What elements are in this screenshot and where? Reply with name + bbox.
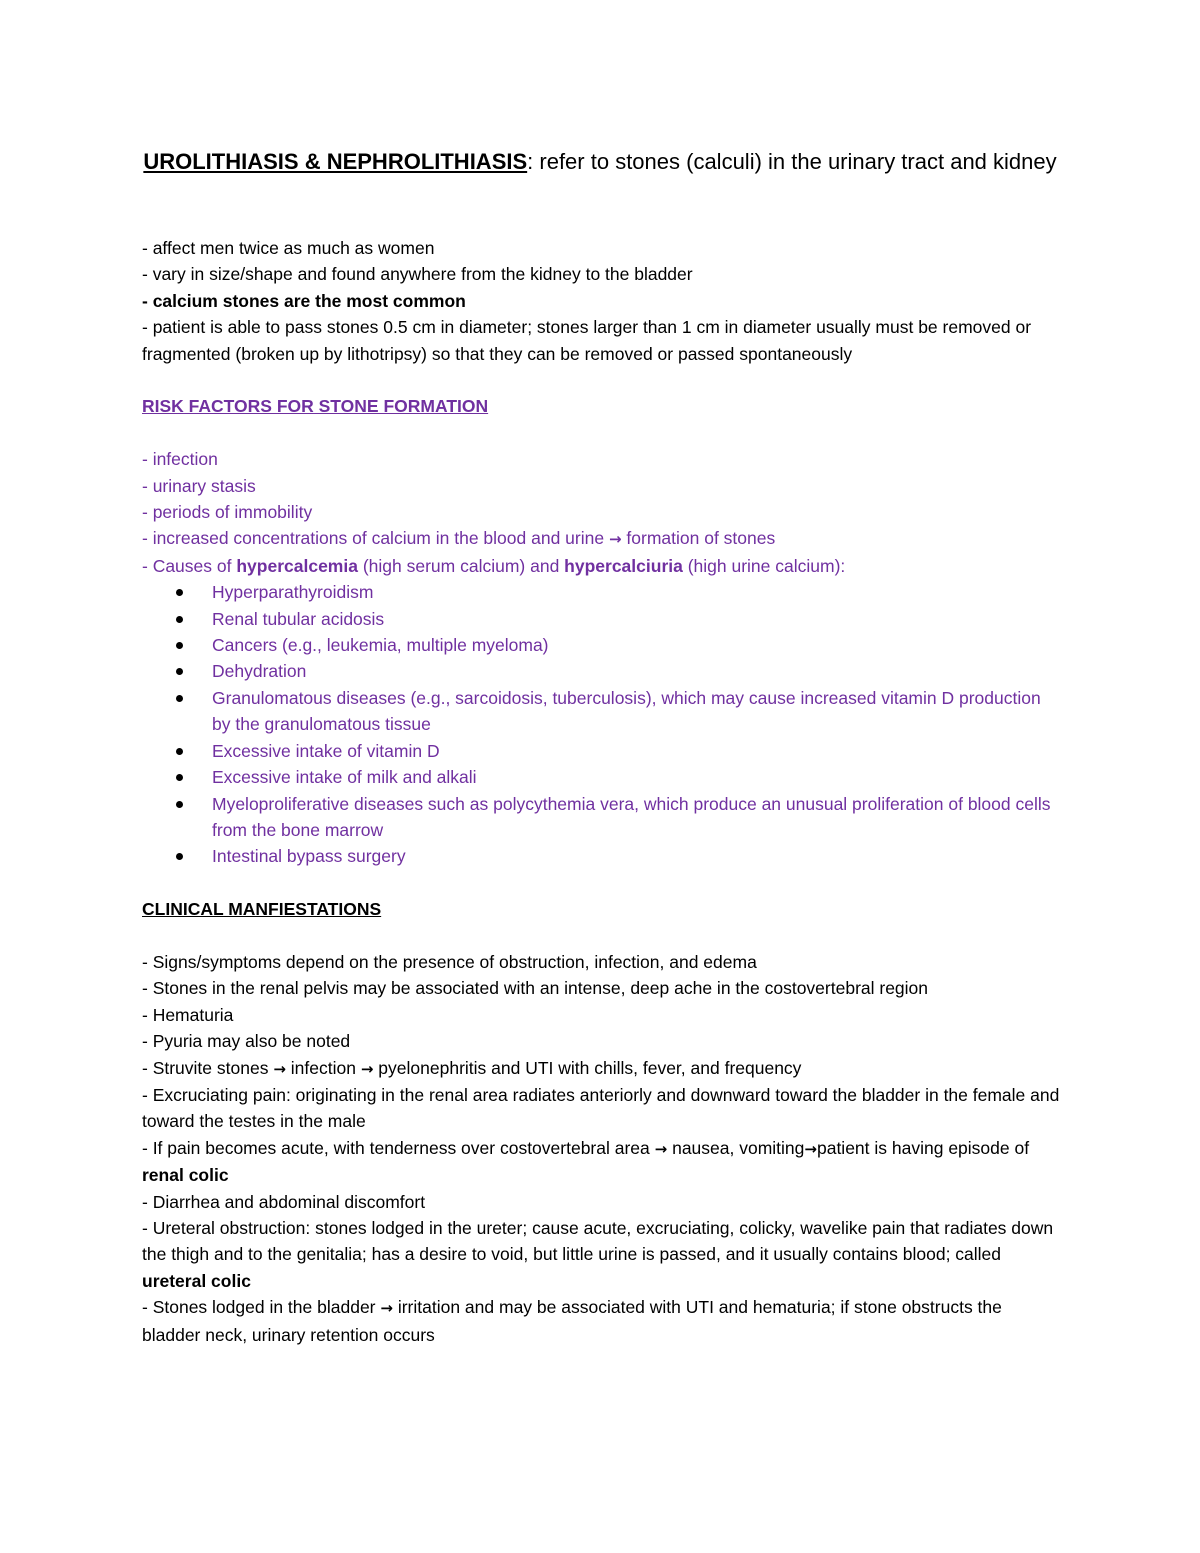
bladder-a: - Stones lodged in the bladder (142, 1297, 376, 1318)
acute-renal-colic: renal colic (142, 1165, 229, 1186)
spacer (142, 367, 1062, 393)
bladder-b: irritation and may be associated with UTI and hematuria; if stone obstructs the bladder neck, urinary retention occurs (142, 1297, 1002, 1345)
arrow-icon: → (804, 1139, 817, 1158)
intro-line: - affect men twice as much as women (142, 238, 435, 258)
concentration-after: formation of stones (626, 528, 776, 549)
list-item (142, 579, 1062, 605)
list-item-text: Intestinal bypass surgery (212, 846, 406, 867)
clinical-ureteral-line (142, 1215, 1062, 1294)
list-item (142, 685, 1062, 738)
list-item (142, 738, 1062, 764)
arrow-icon: → (360, 1059, 374, 1078)
bullet-icon (176, 853, 183, 860)
list-item-text: Cancers (e.g., leukemia, multiple myeloma) (212, 635, 549, 656)
risk-heading: RISK FACTORS FOR STONE FORMATION (142, 396, 489, 417)
arrow-icon: → (273, 1059, 286, 1078)
list-item-text: Dehydration (212, 661, 307, 682)
acute-c: patient is having episode of (816, 1137, 1030, 1158)
clinical-heading: CLINICAL MANFIESTATIONS (142, 899, 382, 920)
arrow-icon: → (380, 1299, 393, 1318)
arrow-icon: → (654, 1139, 668, 1158)
ureteral-text: - Ureteral obstruction: stones lodged in the ureter; cause acute, excruciating, colicky, wavelike pain that radiates down the thigh and to the genitalia; has a desire to void, but little urine is passed, and it usually contains blood; called (142, 1217, 1054, 1265)
struvite-a: - Struvite stones (142, 1057, 269, 1078)
bullet-icon (176, 695, 183, 702)
document-body (142, 235, 1062, 1348)
list-item (142, 606, 1062, 632)
clinical-struvite-line (142, 1055, 1062, 1082)
spacer (142, 923, 1062, 949)
risk-line: - urinary stasis (142, 475, 256, 496)
list-item-text: Excessive intake of milk and alkali (212, 767, 477, 788)
bullet-icon (176, 668, 183, 675)
arrow-icon: → (608, 530, 622, 549)
risk-line: - infection (142, 449, 218, 470)
list-item (142, 843, 1062, 869)
causes-term-hypercalcemia: hypercalcemia (236, 555, 358, 576)
bullet-icon (176, 616, 183, 623)
list-item-text: Granulomatous diseases (e.g., sarcoidosis, tuberculosis), which may cause increased vitamin D production by the granulomatous tissue (212, 687, 1041, 735)
concentration-before: - increased concentrations of calcium in the blood and urine (142, 528, 605, 549)
list-item-text: Excessive intake of vitamin D (212, 740, 440, 761)
list-item (142, 764, 1062, 790)
ureteral-colic: ureteral colic (142, 1270, 251, 1291)
clinical-line: - Signs/symptoms depend on the presence of obstruction, infection, and edema (142, 951, 757, 972)
struvite-c: pyelonephritis and UTI with chills, fever, and frequency (378, 1057, 802, 1078)
list-item (142, 632, 1062, 658)
clinical-line: - Hematuria (142, 1004, 234, 1025)
intro-line: - patient is able to pass stones 0.5 cm in diameter; stones larger than 1 cm in diameter usually must be removed or fragmented (broken up by lithotripsy) so that they can be removed or passed spontaneously (142, 317, 1032, 364)
struvite-b: infection (290, 1057, 356, 1078)
intro-line: - vary in size/shape and found anywhere from the kidney to the bladder (142, 264, 693, 285)
list-item (142, 658, 1062, 684)
risk-concentration-line (142, 525, 1062, 552)
bullet-icon (176, 801, 183, 808)
clinical-line: - Stones in the renal pelvis may be associated with an intense, deep ache in the costovertebral region (142, 978, 929, 999)
bullet-icon (176, 642, 183, 649)
clinical-line: - Diarrhea and abdominal discomfort (142, 1191, 426, 1212)
page-title (140, 144, 1060, 179)
title-main: UROLITHIASIS & NEPHROLITHIASIS (143, 149, 528, 174)
acute-b: nausea, vomiting (672, 1137, 805, 1158)
risk-causes-line (142, 553, 1062, 579)
risk-causes-list (142, 579, 1062, 869)
clinical-line: - Excruciating pain: originating in the renal area radiates anteriorly and downward toward the bladder in the female and toward the testes in the male (142, 1084, 1060, 1132)
bullet-icon (176, 748, 183, 755)
causes-suffix: (high urine calcium): (682, 555, 846, 576)
list-item-text: Renal tubular acidosis (212, 608, 385, 629)
causes-term-hypercalciuria: hypercalciuria (564, 555, 683, 576)
intro-line-bold: - calcium stones are the most common (142, 290, 466, 311)
list-item (142, 791, 1062, 844)
spacer (142, 420, 1062, 446)
causes-prefix: - Causes of (142, 555, 237, 576)
clinical-bladder-line (142, 1294, 1062, 1348)
bullet-icon (176, 774, 183, 781)
title-rest: : refer to stones (calculi) in the urinary tract and kidney (527, 149, 1057, 174)
list-item-text: Myeloproliferative diseases such as polycythemia vera, which produce an unusual proliferation of blood cells from the bone marrow (212, 793, 1051, 840)
bullet-icon (176, 589, 183, 596)
clinical-line: - Pyuria may also be noted (142, 1031, 351, 1052)
causes-middle: (high serum calcium) and (357, 555, 565, 576)
spacer (142, 870, 1062, 896)
clinical-acute-line (142, 1135, 1062, 1189)
risk-line: - periods of immobility (142, 502, 313, 523)
acute-a: - If pain becomes acute, with tenderness over costovertebral area (142, 1137, 650, 1158)
list-item-text: Hyperparathyroidism (212, 582, 374, 603)
